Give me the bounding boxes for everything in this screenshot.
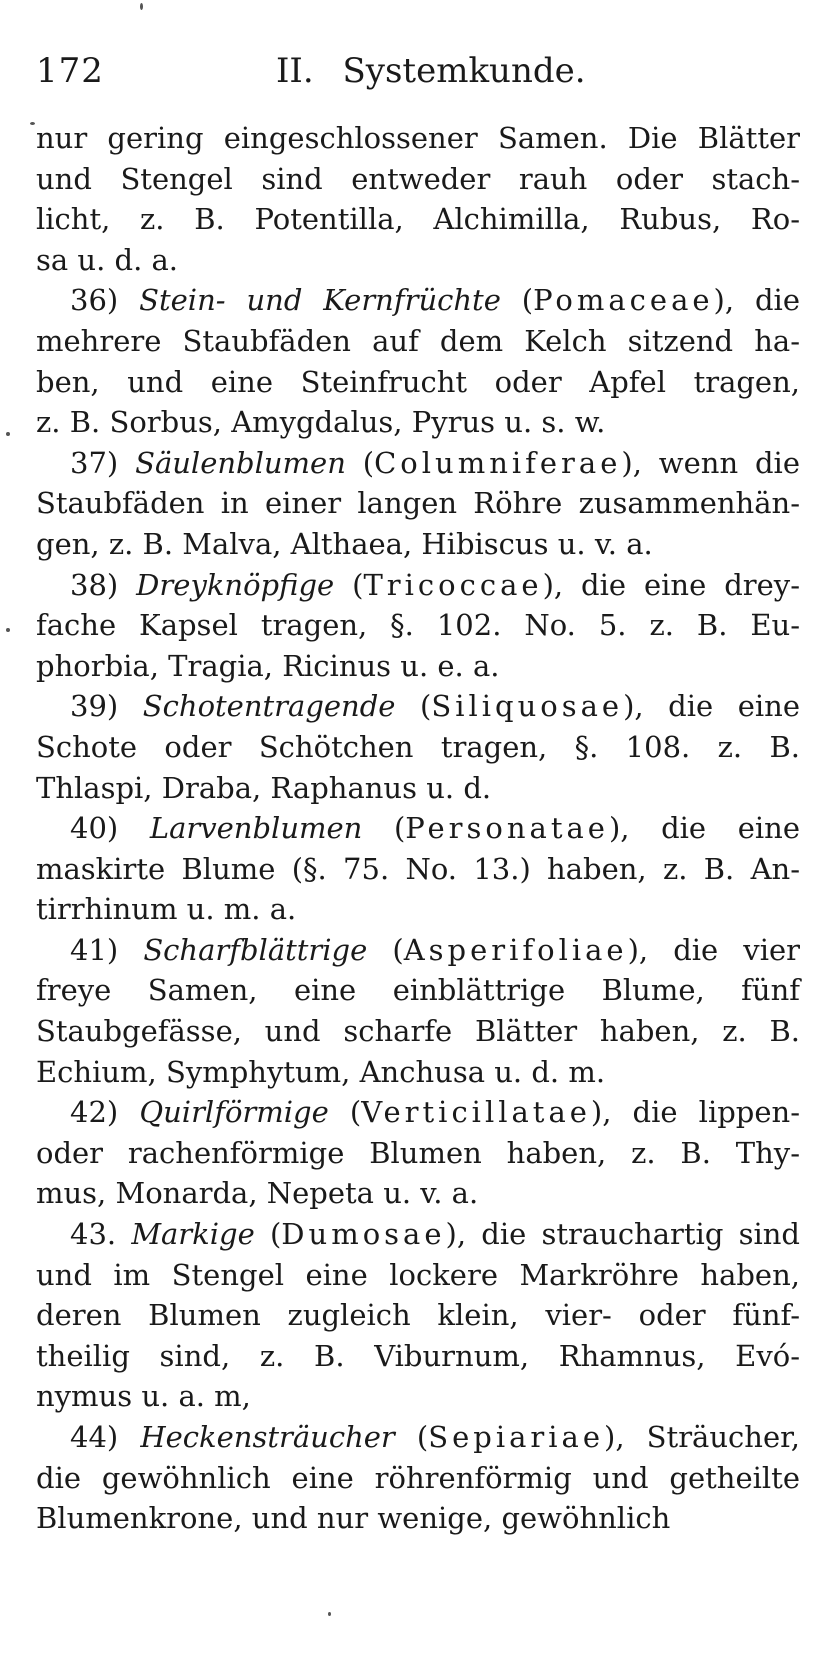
text-run: Thlaspi, Draba, Raphanus u. d. [36,770,492,805]
text-run: ( [367,932,404,967]
text-line [36,483,800,524]
text-line [36,930,800,971]
text-run: mehrere Staubfäden auf dem Kelch sitzend ha- [36,323,800,358]
text-run: licht, z. B. Potentilla, Alchimilla, Rubus, Ro- [36,202,800,237]
text-run: 41) [70,932,144,967]
text-line [36,970,800,1011]
text-run: ( [395,689,432,724]
text-run: Echium, Symphytum, Anchusa u. d. m. [36,1054,606,1089]
text-line [36,686,800,727]
scan-speck [6,432,10,436]
text-run: ( [362,811,406,846]
text-run: ( [345,445,375,480]
text-run: deren Blumen zugleich klein, vier- oder fünf- [36,1298,800,1333]
italic-term: Heckensträucher [140,1420,395,1454]
italic-term: Markige [131,1217,255,1252]
text-run: ( [334,567,364,602]
text-run: 44) [70,1420,141,1454]
scan-speck [30,122,35,125]
text-run: 42) [70,1095,140,1130]
text-line [36,727,800,768]
text-line [36,118,800,159]
text-line [36,443,800,484]
text-run: fache Kapsel tragen, §. 102. No. 5. z. B. Eu- [36,608,800,643]
italic-term: Dreyknöpfige [136,567,335,602]
text-run: Staubgefässe, und scharfe Blätter haben, z. B. [36,1014,800,1049]
text-run: sa u. d. a. [36,242,179,277]
text-line [36,1458,800,1499]
text-run: tirrhinum u. m. a. [36,892,297,927]
text-run: ben, und eine Steinfrucht oder Apfel tragen, [36,364,800,399]
italic-term: Quirlförmige [139,1095,329,1130]
text-run: ), wenn die [621,445,800,480]
text-run: ( [394,1420,429,1454]
text-run: maskirte Blume (§. 75. No. 13.) haben, z. B. An- [36,851,800,886]
page-header [36,46,796,96]
text-line [36,402,800,443]
text-run: ), die lippen- [590,1095,800,1130]
text-line [36,1417,800,1458]
text-line [36,889,800,930]
text-run: ), Sträucher, [604,1420,800,1454]
text-line [36,1336,800,1377]
text-run: Blumenkrone, und nur wenige, gewöhnlich [36,1501,671,1536]
text-line [36,280,800,321]
text-line [36,362,800,403]
text-line [36,1255,800,1296]
section-title: Systemkunde. [342,51,586,91]
italic-term: Scharfblättrige [143,932,368,967]
latin-term: Tricoccae [363,567,543,602]
text-run: oder rachenförmige Blumen haben, z. B. Thy- [36,1135,800,1170]
text-line [36,321,800,362]
latin-term: Verticillatae [361,1095,591,1130]
text-run: 38) [70,567,137,602]
scan-speck [6,628,10,632]
text-line [36,605,800,646]
text-run: 40) [70,811,150,846]
text-line [36,849,800,890]
italic-term: Schotentragende [142,689,396,724]
italic-term: Stein- und Kernfrüchte [139,283,501,318]
latin-term: Sepiariae [428,1420,604,1454]
text-run: und Stengel sind entweder rauh oder stach- [36,161,800,196]
running-head [276,46,586,96]
text-run: ), die vier [627,932,800,967]
italic-term: Säulenblumen [135,445,346,480]
text-line [36,768,800,809]
text-line [36,240,800,281]
latin-term: Dumosae [281,1217,446,1252]
text-run: 39) [70,689,143,724]
text-run: 37) [70,445,136,480]
latin-term: Pomaceae [533,283,714,318]
text-run: ), die eine drey- [542,567,800,602]
text-line [36,1133,800,1174]
text-run: ( [254,1217,282,1252]
text-line [36,1052,800,1093]
text-line [36,1295,800,1336]
scan-speck [328,1612,331,1616]
text-line [36,1011,800,1052]
text-run: nymus u. a. m, [36,1379,251,1414]
text-line [36,1173,800,1214]
text-run: und im Stengel eine lockere Markröhre haben, [36,1257,800,1292]
page-number: 172 [36,51,104,91]
text-line [36,1498,800,1539]
text-run: mus, Monarda, Nepeta u. v. a. [36,1176,479,1211]
text-line [36,1376,800,1417]
text-run: ), die eine [608,811,800,846]
text-line [36,565,800,606]
text-run: ), die [713,283,800,318]
text-run: 43. [70,1217,132,1252]
text-run: ( [328,1095,362,1130]
text-run: z. B. Sorbus, Amygdalus, Pyrus u. s. w. [36,405,606,440]
latin-term: Personatae [405,811,609,846]
text-run: gen, z. B. Malva, Althaea, Hibiscus u. v. a. [36,526,653,561]
text-run: nur gering eingeschlossener Samen. Die Blätter [36,121,800,155]
text-run: theilig sind, z. B. Viburnum, Rhamnus, Evó- [36,1338,800,1373]
body-text [36,118,800,1539]
text-run: die gewöhnlich eine röhrenförmig und getheilte [36,1460,800,1495]
italic-term: Larvenblumen [149,811,363,846]
scan-speck [140,3,143,10]
text-run: 36) [70,283,140,318]
text-run: ( [500,283,534,318]
chapter-number: II. [276,51,314,91]
text-line [36,1092,800,1133]
text-line [36,808,800,849]
text-line [36,1214,800,1255]
text-line [36,199,800,240]
latin-term: Columniferae [374,445,622,480]
text-line [36,524,800,565]
text-run: Schote oder Schötchen tragen, §. 108. z. B. [36,729,800,764]
text-run: phorbia, Tragia, Ricinus u. e. a. [36,648,500,683]
text-line [36,159,800,200]
text-line [36,646,800,687]
text-run: ), die eine [623,689,800,724]
text-run: freye Samen, eine einblättrige Blume, fünf [36,973,800,1008]
latin-term: Siliquosae [431,689,624,724]
text-run: Staubfäden in einer langen Röhre zusammenhän- [36,486,800,521]
text-run: ), die strauchartig sind [445,1217,800,1252]
latin-term: Asperifoliae [403,932,628,967]
